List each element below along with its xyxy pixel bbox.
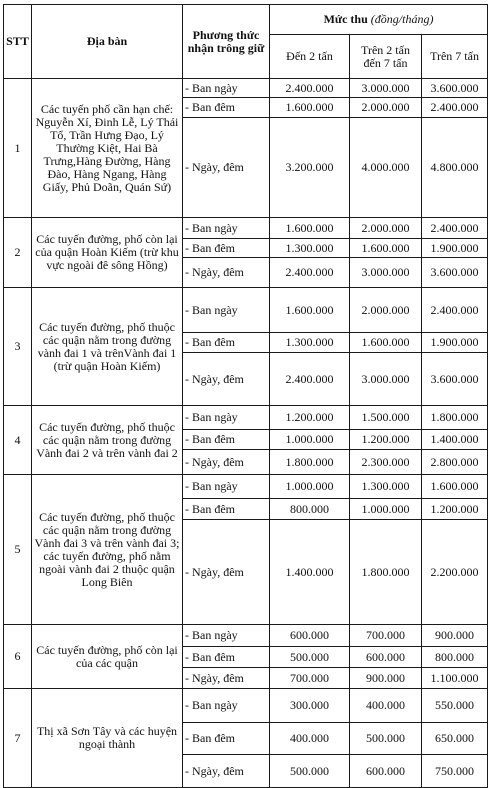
header-col-2-to-7: Trên 2 tấn đến 7 tấn: [350, 35, 422, 79]
table-row: [4, 689, 488, 723]
stt-cell: 5: [4, 475, 32, 625]
fee-over-7-cell: 1.900.000: [422, 239, 488, 258]
header-fee-unit: (đồng/tháng): [370, 12, 434, 26]
area-cell: Các tuyến phố cần hạn chế: Nguyễn Xí, Đinh Lễ, Lý Thái Tổ, Trần Hưng Đạo, Lý Thường Kiệt, Hai Bà Trưng,Hàng Đường, Hàng Đào, Hàng Ngang, Hàng Giấy, Phủ Doãn, Quán Sứ): [32, 79, 183, 218]
table-row: [4, 218, 488, 239]
fee-over-7-cell: 3.600.000: [422, 353, 488, 406]
fee-2-to-7-cell: 2.000.000: [350, 98, 422, 118]
fee-up-to-2-cell: 1.200.000: [270, 406, 350, 430]
fee-2-to-7-cell: 600.000: [350, 755, 422, 788]
fee-up-to-2-cell: 500.000: [270, 755, 350, 788]
header-fee: [270, 5, 488, 35]
fee-over-7-cell: 2.400.000: [422, 98, 488, 118]
fee-over-7-cell: 2.400.000: [422, 288, 488, 333]
fee-up-to-2-cell: 2.400.000: [270, 79, 350, 98]
method-cell: - Ban đêm: [183, 98, 270, 118]
fee-up-to-2-cell: 2.400.000: [270, 258, 350, 288]
method-cell: - Ngày, đêm: [183, 118, 270, 218]
fee-over-7-cell: 3.600.000: [422, 258, 488, 288]
fee-up-to-2-cell: 2.400.000: [270, 353, 350, 406]
header-col-up-to-2: Đến 2 tấn: [270, 35, 350, 79]
fee-2-to-7-cell: 1.000.000: [350, 499, 422, 520]
area-cell: Các tuyến đường, phố còn lại của các quận: [32, 625, 183, 689]
fee-over-7-cell: 2.200.000: [422, 520, 488, 625]
fee-over-7-cell: 1.900.000: [422, 333, 488, 353]
fee-2-to-7-cell: 500.000: [350, 723, 422, 755]
area-cell: Thị xã Sơn Tây và các huyện ngoại thành: [32, 689, 183, 788]
fee-2-to-7-cell: 2.000.000: [350, 288, 422, 333]
fee-2-to-7-cell: 2.300.000: [350, 450, 422, 475]
fee-2-to-7-cell: 1.800.000: [350, 520, 422, 625]
fee-up-to-2-cell: 800.000: [270, 499, 350, 520]
fee-up-to-2-cell: 3.200.000: [270, 118, 350, 218]
area-cell: Các tuyến đường, phố còn lại của quận Hoàn Kiếm (trừ khu vực ngoài đê sông Hồng): [32, 218, 183, 288]
fee-over-7-cell: 1.600.000: [422, 475, 488, 499]
fee-over-7-cell: 750.000: [422, 755, 488, 788]
method-cell: - Ban đêm: [183, 723, 270, 755]
fee-2-to-7-cell: 1.300.000: [350, 475, 422, 499]
area-cell: Các tuyến đường, phố thuộc các quận nằm trong đường Vành đai 2 và trên vành đai 2: [32, 406, 183, 475]
fee-over-7-cell: 1.200.000: [422, 499, 488, 520]
fee-over-7-cell: 3.600.000: [422, 79, 488, 98]
method-cell: - Ngày, đêm: [183, 450, 270, 475]
fee-up-to-2-cell: 1.000.000: [270, 430, 350, 450]
stt-cell: 3: [4, 288, 32, 406]
fee-2-to-7-cell: 600.000: [350, 647, 422, 668]
fee-2-to-7-cell: 1.200.000: [350, 430, 422, 450]
method-cell: - Ngày, đêm: [183, 520, 270, 625]
fee-over-7-cell: 650.000: [422, 723, 488, 755]
method-cell: - Ban ngày: [183, 625, 270, 647]
fee-up-to-2-cell: 300.000: [270, 689, 350, 723]
fee-up-to-2-cell: 600.000: [270, 625, 350, 647]
header-fee-title: Mức thu: [323, 12, 368, 26]
stt-cell: 2: [4, 218, 32, 288]
method-cell: - Ban đêm: [183, 333, 270, 353]
fee-2-to-7-cell: 900.000: [350, 668, 422, 689]
fee-over-7-cell: 900.000: [422, 625, 488, 647]
table-row: [4, 288, 488, 333]
table-row: [4, 475, 488, 499]
header-method: Phương thức nhận trông giữ: [183, 5, 270, 79]
table-row: [4, 406, 488, 430]
fee-over-7-cell: 550.000: [422, 689, 488, 723]
method-cell: - Ban ngày: [183, 288, 270, 333]
header-stt: STT: [4, 5, 32, 79]
method-cell: - Ban đêm: [183, 499, 270, 520]
method-cell: - Ban đêm: [183, 239, 270, 258]
method-cell: - Ban ngày: [183, 218, 270, 239]
method-cell: - Ban ngày: [183, 689, 270, 723]
fee-over-7-cell: 1.100.000: [422, 668, 488, 689]
header-col-over-7: Trên 7 tấn: [422, 35, 488, 79]
method-cell: - Ban đêm: [183, 430, 270, 450]
method-cell: - Ban ngày: [183, 79, 270, 98]
fee-2-to-7-cell: 3.000.000: [350, 353, 422, 406]
fee-2-to-7-cell: 2.000.000: [350, 218, 422, 239]
fee-up-to-2-cell: 1.800.000: [270, 450, 350, 475]
fee-2-to-7-cell: 3.000.000: [350, 258, 422, 288]
method-cell: - Ban ngày: [183, 475, 270, 499]
fee-up-to-2-cell: 1.400.000: [270, 520, 350, 625]
fee-over-7-cell: 1.400.000: [422, 430, 488, 450]
fee-up-to-2-cell: 1.600.000: [270, 218, 350, 239]
fee-up-to-2-cell: 700.000: [270, 668, 350, 689]
area-cell: Các tuyến đường, phố thuộc các quận nằm trong đường Vành đai 3 và trên vành đai 3; các tuyến đường, phố nằm ngoài vành đai 2 thuộc quận Long Biên: [32, 475, 183, 625]
stt-cell: 4: [4, 406, 32, 475]
fee-2-to-7-cell: 1.600.000: [350, 333, 422, 353]
method-cell: - Ngày, đêm: [183, 668, 270, 689]
stt-cell: 7: [4, 689, 32, 788]
area-cell: Các tuyến đường, phố thuộc các quận nằm trong đường vành đai 1 và trênVành đai 1 (trừ quận Hoàn Kiếm): [32, 288, 183, 406]
fee-up-to-2-cell: 1.600.000: [270, 288, 350, 333]
method-cell: - Ban ngày: [183, 406, 270, 430]
fee-2-to-7-cell: 4.000.000: [350, 118, 422, 218]
fee-2-to-7-cell: 1.500.000: [350, 406, 422, 430]
fee-up-to-2-cell: 400.000: [270, 723, 350, 755]
table-row: [4, 625, 488, 647]
parking-fee-table: [3, 4, 488, 788]
fee-over-7-cell: 2.400.000: [422, 218, 488, 239]
method-cell: - Ban đêm: [183, 647, 270, 668]
fee-2-to-7-cell: 700.000: [350, 625, 422, 647]
fee-2-to-7-cell: 3.000.000: [350, 79, 422, 98]
fee-over-7-cell: 4.800.000: [422, 118, 488, 218]
fee-2-to-7-cell: 1.600.000: [350, 239, 422, 258]
fee-over-7-cell: 1.800.000: [422, 406, 488, 430]
fee-over-7-cell: 2.800.000: [422, 450, 488, 475]
fee-up-to-2-cell: 1.300.000: [270, 333, 350, 353]
table-row: [4, 79, 488, 98]
method-cell: - Ngày, đêm: [183, 755, 270, 788]
fee-up-to-2-cell: 1.600.000: [270, 98, 350, 118]
stt-cell: 1: [4, 79, 32, 218]
fee-2-to-7-cell: 400.000: [350, 689, 422, 723]
method-cell: - Ngày, đêm: [183, 258, 270, 288]
header-area: Địa bàn: [32, 5, 183, 79]
method-cell: - Ngày, đêm: [183, 353, 270, 406]
fee-up-to-2-cell: 500.000: [270, 647, 350, 668]
fee-table-body: [4, 79, 488, 788]
fee-up-to-2-cell: 1.300.000: [270, 239, 350, 258]
fee-over-7-cell: 800.000: [422, 647, 488, 668]
stt-cell: 6: [4, 625, 32, 689]
fee-up-to-2-cell: 1.000.000: [270, 475, 350, 499]
